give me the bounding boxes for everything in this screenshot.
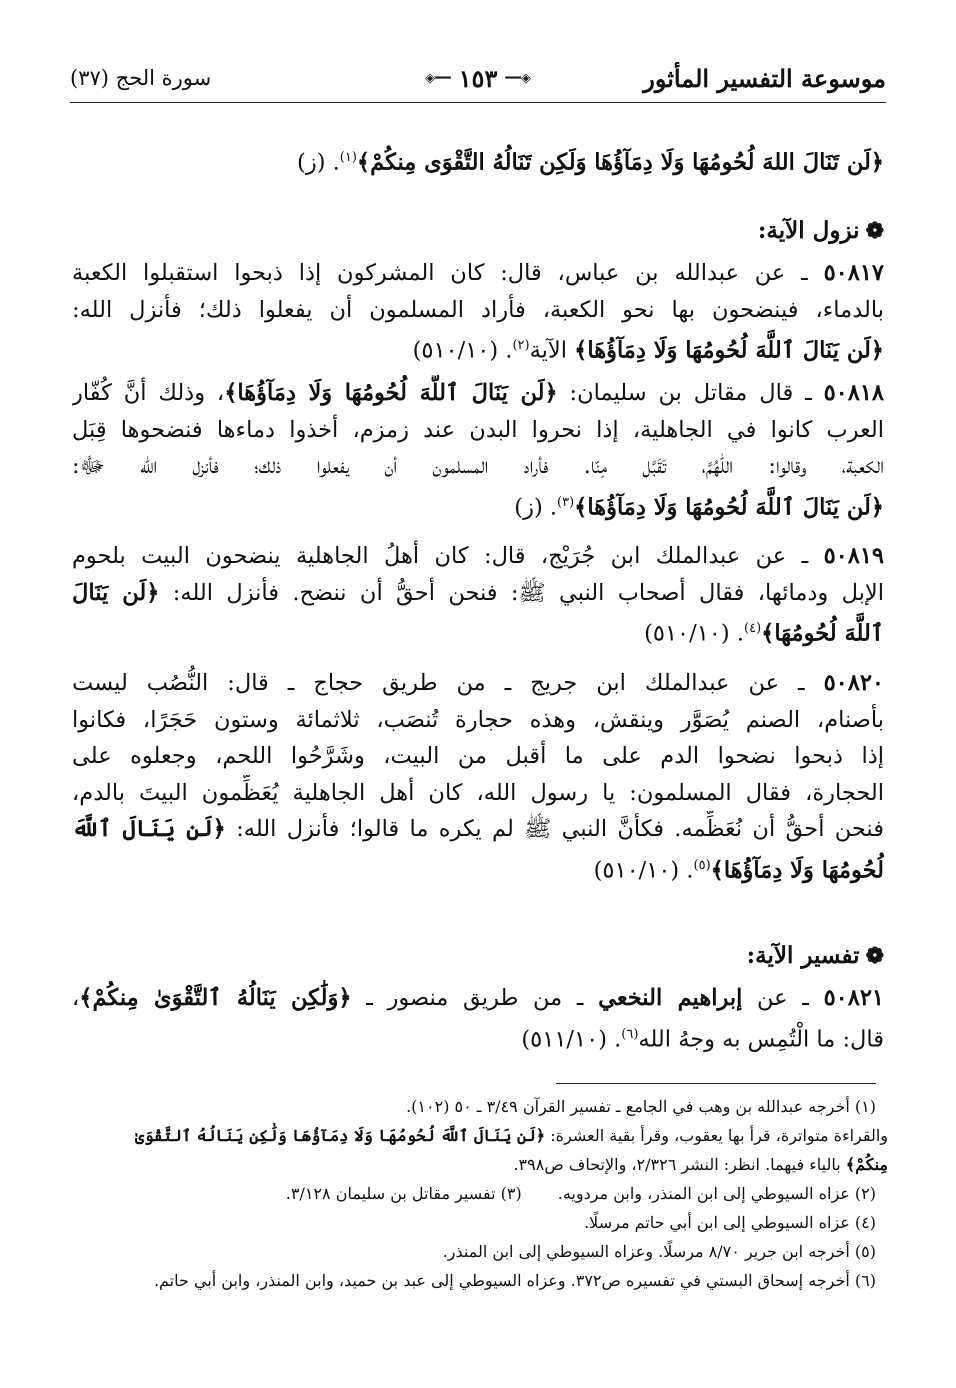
- narration-number: ٥٠٨١٨: [823, 380, 884, 406]
- narration-number: ٥٠٨١٩: [823, 543, 884, 569]
- quran-verse: ﴿لَن يَنَالَ: [72, 579, 160, 606]
- quran-verse: مِنكُمْ﴾: [845, 1155, 888, 1174]
- page-number: ١٥٣: [458, 64, 498, 93]
- section-heading-block: [72, 938, 884, 974]
- text-line: الكعبة، وقالوا: اللّٰهُمَّ، تَقَبَّل مِنّا. فأراد المسلمون أن يفعلوا ذلك؛ فأنزل الله ﷻ:: [72, 453, 884, 480]
- text-line: ٥٠٨١٨ ـ قال مقاتل بن سليمان: ﴿لَن يَنَالَ ٱللَّهَ لُحُومُهَا وَلَا دِمَآؤُهَا﴾، وذلك أنَّ كُفّار: [72, 380, 884, 406]
- page-number-group: [425, 64, 531, 93]
- flower-icon: ❁: [865, 943, 884, 969]
- text-line: بأصنام، الصنم يُصَوَّر وينقش، وهذه حجارة تُنصَب، ثلاثمائة وستون حَجَرًا، فكانوا: [72, 706, 884, 733]
- text-line: [72, 485, 884, 526]
- footnote-ref: (٢): [512, 338, 530, 354]
- text-line: فنحن أحقُّ أن نُعَظِّمه. فكأنَّ النبي ﷺ لم يكره ما قالوا؛ فأنزل الله: ﴿لَن يَنَالَ ٱللَّهَ: [72, 816, 884, 843]
- footnote-1-cont: مِنكُمْ﴾ بالياء فيهما. انظر: النشر ٢/٣٢٦، والإتحاف ص٣٩٨.: [513, 1155, 888, 1174]
- footnotes: [76, 1092, 888, 1295]
- surah-title: سورة الحج (٣٧): [70, 66, 212, 90]
- section-heading: ❁تفسير الآية:: [746, 942, 884, 969]
- section-heading: ❁نزول الآية:: [757, 217, 884, 244]
- quran-verse: لُحُومُهَا وَلَا دِمَآؤُهَا﴾: [710, 857, 884, 884]
- footnote-1-cont: والقراءة متواترة، قرأ بها يعقوب، وقرأ بقية العشرة: ﴿لَن يَنَالَ ٱللَّهَ لُحُومُهَا وَلَا دِمَآؤُهَا وَلَٰكِن يَنَالُهُ ٱلتَّقْوَىٰ: [134, 1126, 888, 1145]
- quran-verse: ﴿لَن يَنَالَ ٱللَّهَ لُحُومُهَا وَلَا دِمَآؤُهَا﴾: [574, 494, 884, 521]
- footnote-row: [76, 1179, 876, 1208]
- section-heading-block: [72, 213, 884, 249]
- narration-50819: [72, 538, 884, 652]
- quran-verse: ﴿لَن يَنَالَ ٱللَّهَ لُحُومُهَا وَلَا دِمَآؤُهَا﴾: [574, 337, 884, 364]
- source-ref: . (٥١١/١٠): [521, 1026, 622, 1053]
- footnote-divider: [556, 1083, 876, 1084]
- quran-verse: ﴿لَن يَنَالَ ٱللَّهَ: [72, 816, 226, 843]
- text-line: الإبل ودمائها، فقال أصحاب النبي ﷺ: فنحن أحقُّ أن ننضح. فأنزل الله: ﴿لَن يَنَالَ: [72, 579, 884, 606]
- source-ref: . (٥١٠/١٠): [593, 857, 694, 884]
- text-line: الحجارة، فقال المسلمون: يا رسول الله، كان أهل الجاهلية يُعَظِّمون البيتَ بالدم،: [72, 779, 884, 806]
- narration-number: ٥٠٨٢٠: [823, 670, 884, 696]
- footnote-ref: (٥): [693, 857, 711, 873]
- footnote-ref: (٣): [557, 494, 575, 510]
- ornament-icon: ━━◈: [425, 71, 451, 86]
- quran-verse: ﴿لَن تَنَالَ اللهَ لُحُومُهَا وَلَا دِمَآؤُهَا وَلَكِن تَنَالُهُ التَّقْوَى مِنكُمْ﴾: [356, 149, 884, 176]
- narrator-name: إبراهيم النخعي: [598, 985, 743, 1011]
- footnote-6: (٦) أخرجه إسحاق البستي في تفسيره ص٣٧٢. وعزاه السيوطي إلى عبد بن حميد، وابن المنذر، وابن أبي حاتم.: [153, 1271, 876, 1290]
- text-line: ٥٠٨١٩ ـ عن عبدالملك ابن جُرَيْج، قال: كان أهلُ الجاهلية ينضحون البيت بلحوم: [72, 543, 884, 569]
- quran-verse: ﴿وَلَٰكِن يَنَالُهُ ٱلتَّقْوَىٰ مِنكُمْ﴾: [79, 985, 352, 1011]
- narration-number: ٥٠٨١٧: [823, 260, 884, 286]
- verse-block: [72, 140, 884, 181]
- text-line: ﴿لَن يَنَالَ ٱللَّهَ لُحُومُهَا وَلَا دِمَآؤُهَا﴾ الآية$^{(٢)}$. (٥١٠/١٠): [412, 337, 884, 364]
- ornament-icon: ◈━━: [505, 71, 531, 86]
- footnote-ref: (٦): [621, 1026, 639, 1042]
- text-line: العرب كانوا في الجاهلية، إذا نحروا البدن عند زمزم، أخذوا دماءها فنضحوها قِبَل: [72, 416, 884, 443]
- text-line: قال: ما الْتُمِس به وجهُ الله$^{(٦)}$. (٥١١/١٠): [521, 1026, 884, 1053]
- footnote-2: (٢) عزاه السيوطي إلى ابن المنذر، وابن مردويه.: [557, 1184, 876, 1203]
- text-line: بالدماء، فينضحون بها نحو الكعبة، فأراد المسلمون أن يفعلوا ذلك؛ فأنزل الله:: [72, 296, 884, 323]
- quran-verse: ﴿لَن يَنَالَ ٱللَّهَ لُحُومُهَا وَلَا دِمَآؤُهَا وَلَٰكِن يَنَالُهُ ٱلتَّقْوَىٰ: [134, 1126, 546, 1145]
- quran-verse: ٱللَّهَ لُحُومُهَا﴾: [761, 620, 884, 647]
- narration-50820: [72, 665, 884, 889]
- flower-icon: ❁: [865, 218, 884, 244]
- source-ref: . (٥١٠/١٠): [644, 620, 744, 647]
- source-ref: . (ز): [514, 494, 558, 521]
- text-line: [72, 611, 884, 652]
- narration-50817: [72, 255, 884, 369]
- book-title: موسوعة التفسير المأثور: [643, 64, 886, 93]
- narration-50818: [72, 375, 884, 526]
- footnote-ref: (١): [339, 150, 357, 165]
- source-ref: . (٥١٠/١٠): [412, 337, 513, 364]
- narration-50821: [72, 980, 884, 1058]
- footnote-3: (٣) تفسير مقاتل بن سليمان ٣/١٢٨.: [285, 1184, 522, 1203]
- text-line: ٥٠٨٢١ ـ عن إبراهيم النخعي ـ من طريق منصور ـ ﴿وَلَٰكِن يَنَالُهُ ٱلتَّقْوَىٰ مِنكُمْ﴾،: [72, 985, 884, 1011]
- quran-verse: ﴿لَن يَنَالَ ٱللَّهَ لُحُومُهَا وَلَا دِمَآؤُهَا﴾: [224, 380, 558, 406]
- footnote-4: (٤) عزاه السيوطي إلى ابن أبي حاتم مرسلًا.: [584, 1213, 876, 1232]
- text-line: ٥٠٨٢٠ ـ عن عبدالملك ابن جريج ـ من طريق حجاج ـ قال: النُّصُب ليست: [72, 670, 884, 696]
- running-header: [70, 62, 886, 102]
- footnote-ref: (٤): [744, 621, 762, 637]
- footnote-5: (٥) أخرجه ابن جرير ٨/٧٠ مرسلًا. وعزاه السيوطي إلى ابن المنذر.: [442, 1242, 876, 1261]
- text-line: إذا ذبحوا نضحوا الدم على ما أقبل من البيت، وشَرَّحُوا اللحم، وجعلوه على: [72, 743, 884, 770]
- header-divider: [70, 102, 886, 103]
- narration-number: ٥٠٨٢١: [823, 985, 884, 1011]
- footnote-1: (١) أخرجه عبدالله بن وهب في الجامع ـ تفسير القرآن ٣/٤٩ ـ ٥٠ (١٠٢).: [406, 1097, 876, 1116]
- text-line: ٥٠٨١٧ ـ عن عبدالله بن عباس، قال: كان المشركون إذا ذبحوا استقبلوا الكعبة: [72, 260, 884, 286]
- verse-tail: . (ز): [297, 149, 340, 176]
- text-line: [72, 848, 884, 889]
- verse-line: [72, 140, 884, 181]
